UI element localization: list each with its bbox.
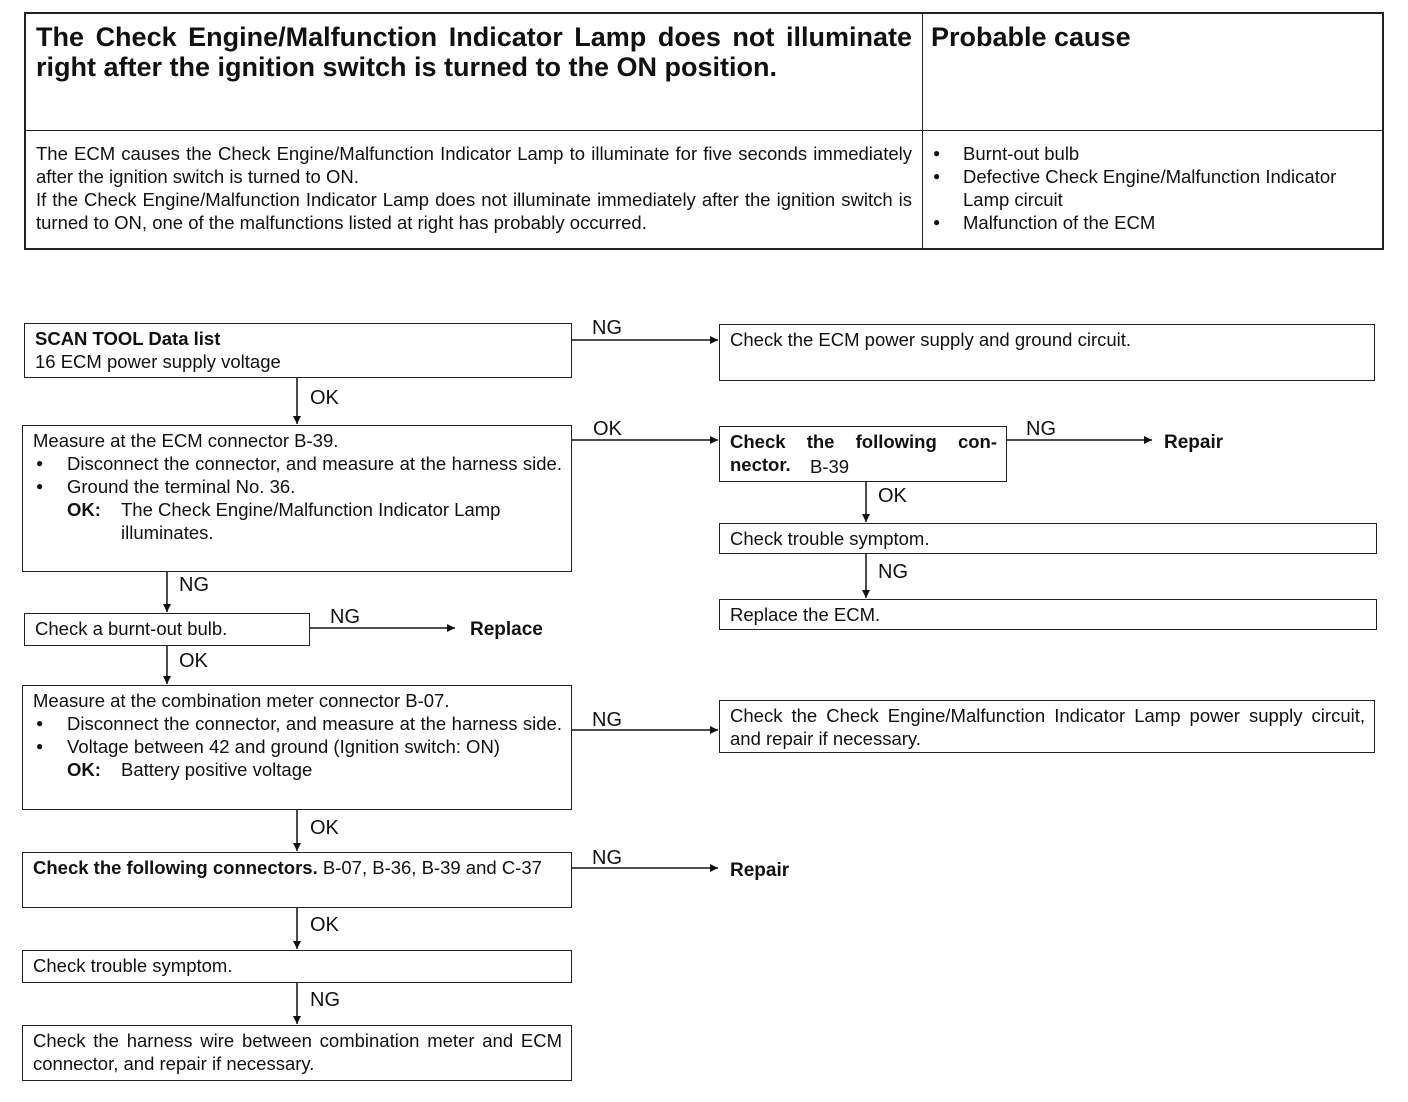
harness-wire-box <box>22 1025 572 1081</box>
lamp-power-supply-box <box>719 700 1375 753</box>
ok-label: OK <box>310 387 339 409</box>
connectors-check-list: B-07, B-36, B-39 and C-37 <box>322 857 542 878</box>
ok-text-continued: illuminates. <box>121 522 214 543</box>
ok-text: The Check Engine/Malfunction Indicator Lamp <box>121 499 501 520</box>
cause-item: ● Burnt-out bulb <box>931 142 1376 165</box>
burnt-out-bulb-text: Check a burnt-out bulb. <box>35 618 228 639</box>
replace-ecm-box <box>719 599 1377 630</box>
lamp-power-supply-text: Check the Check Engine/Malfunction Indicator Lamp power supply circuit, and repair if necessary. <box>730 705 1365 749</box>
trouble-symptom-right-box <box>719 523 1377 554</box>
meter-ok-label: OK: <box>67 759 101 780</box>
meter-measure-intro: Measure at the combination meter connector B-07. <box>33 690 450 711</box>
ng-label: NG <box>592 317 622 339</box>
measure-step: ● Disconnect the connector, and measure at the harness side. <box>33 452 562 475</box>
connectors-check-title: Check the following connectors. <box>33 857 318 878</box>
ng-label: NG <box>330 606 360 628</box>
description-line: If the Check Engine/Malfunction Indicator Lamp does not illuminate immediately after the ignition switch is turned to ON, one of the malfunctions listed at right has probably occurred. <box>36 189 912 233</box>
ng-label: NG <box>592 847 622 869</box>
ok-label: OK: <box>67 499 101 520</box>
meter-measure-steps <box>33 712 562 758</box>
repair-result: Repair <box>1164 432 1224 453</box>
ok-label: OK <box>593 418 622 440</box>
ng-label: NG <box>1026 418 1056 440</box>
b39-check-title: Check the following con- nector. <box>730 431 997 475</box>
combination-meter-measure-box <box>22 685 572 810</box>
harness-wire-text: Check the harness wire between combination meter and ECM connector, and repair if necessary. <box>33 1030 562 1074</box>
ok-label: OK <box>310 817 339 839</box>
meter-measure-step: ● Voltage between 42 and ground (Ignition switch: ON) <box>33 735 562 758</box>
trouble-symptom-left-box <box>22 950 572 983</box>
connectors-check-line <box>33 856 562 879</box>
measure-steps <box>33 452 562 498</box>
scan-tool-box <box>24 323 572 378</box>
cause-item: ● Defective Check Engine/Malfunction Indicator Lamp circuit <box>931 165 1376 211</box>
cause-item: ● Malfunction of the ECM <box>931 211 1376 234</box>
scan-tool-title: SCAN TOOL Data list <box>35 328 221 349</box>
connectors-check-box <box>22 852 572 908</box>
b39-check-connector: B-39 <box>810 456 850 477</box>
meter-ok-text: Battery positive voltage <box>121 759 313 780</box>
measure-step: ● Ground the terminal No. 36. <box>33 475 562 498</box>
ecm-connector-measure-box <box>22 425 572 572</box>
description-line: The ECM causes the Check Engine/Malfunction Indicator Lamp to illuminate for five seconds immediately after the ignition switch is turned to ON. <box>36 143 912 187</box>
trouble-symptom-right-text: Check trouble symptom. <box>730 528 930 549</box>
ng-label: NG <box>310 989 340 1011</box>
ok-criteria <box>33 498 562 521</box>
ng-label: NG <box>179 574 209 596</box>
repair-result: Repair <box>730 860 790 881</box>
ok-label: OK <box>179 650 208 672</box>
ng-label: NG <box>878 561 908 583</box>
ecm-power-text: Check the ECM power supply and ground circuit. <box>730 329 1132 350</box>
ecm-power-box <box>719 324 1375 381</box>
ng-label: NG <box>592 709 622 731</box>
replace-result: Replace <box>470 619 543 640</box>
symptom-title: The Check Engine/Malfunction Indicator Lamp does not illuminate right after the ignition switch is turned to the ON position. <box>36 22 912 82</box>
ok-label: OK <box>878 485 907 507</box>
burnt-out-bulb-box <box>24 613 310 646</box>
measure-intro: Measure at the ECM connector B-39. <box>33 430 339 451</box>
scan-tool-text: 16 ECM power supply voltage <box>35 351 281 372</box>
meter-ok-criteria <box>33 758 562 781</box>
trouble-symptom-left-text: Check trouble symptom. <box>33 955 233 976</box>
b39-connector-check-box <box>719 426 1007 482</box>
probable-cause-title: Probable cause <box>931 22 1131 52</box>
ok-label: OK <box>310 914 339 936</box>
replace-ecm-text: Replace the ECM. <box>730 604 881 625</box>
meter-measure-step: ● Disconnect the connector, and measure at the harness side. <box>33 712 562 735</box>
